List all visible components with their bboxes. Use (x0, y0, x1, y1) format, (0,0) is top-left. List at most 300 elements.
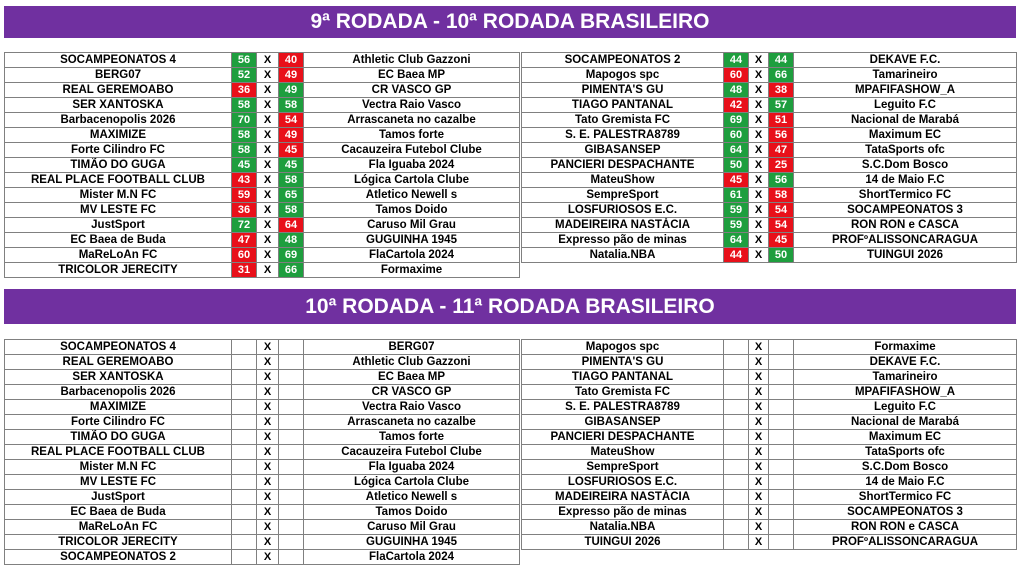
versus-mark: X (749, 415, 769, 430)
away-score: 25 (769, 158, 794, 173)
home-score: 36 (232, 83, 257, 98)
home-team: GIBASANSEP (522, 143, 724, 158)
home-score (232, 550, 257, 565)
home-team: MADEIREIRA NASTÁCIA (522, 218, 724, 233)
versus-mark: X (257, 233, 279, 248)
home-team: LOSFURIOSOS E.C. (522, 203, 724, 218)
home-score (724, 415, 749, 430)
away-score (769, 340, 794, 355)
away-team: Vectra Raio Vasco (304, 98, 520, 113)
home-score: 36 (232, 203, 257, 218)
home-team: LOSFURIOSOS E.C. (522, 475, 724, 490)
home-team: TRICOLOR JERECITY (5, 263, 232, 278)
away-team: Athletic Club Gazzoni (304, 53, 520, 68)
home-score: 64 (724, 233, 749, 248)
away-score: 58 (279, 98, 304, 113)
match-row (5, 340, 520, 355)
home-score: 43 (232, 173, 257, 188)
home-score: 59 (232, 188, 257, 203)
match-row (522, 430, 1017, 445)
away-score: 45 (279, 143, 304, 158)
home-team: MAXIMIZE (5, 128, 232, 143)
home-team: S. E. PALESTRA8789 (522, 400, 724, 415)
home-team: MADEIREIRA NASTÁCIA (522, 490, 724, 505)
away-score (769, 430, 794, 445)
match-row (522, 490, 1017, 505)
home-team: SOCAMPEONATOS 4 (5, 340, 232, 355)
away-team: Formaxime (304, 263, 520, 278)
match-row (522, 188, 1017, 203)
away-score (279, 400, 304, 415)
home-score (232, 505, 257, 520)
versus-mark: X (257, 370, 279, 385)
away-score: 38 (769, 83, 794, 98)
home-team: TUINGUI 2026 (522, 535, 724, 550)
match-row (522, 53, 1017, 68)
away-team: Athletic Club Gazzoni (304, 355, 520, 370)
match-row (522, 355, 1017, 370)
away-team: Cacauzeira Futebol Clube (304, 143, 520, 158)
home-score (232, 460, 257, 475)
away-score (769, 415, 794, 430)
home-team: SOCAMPEONATOS 2 (522, 53, 724, 68)
versus-mark: X (749, 218, 769, 233)
versus-mark: X (749, 173, 769, 188)
home-score (724, 460, 749, 475)
away-score (769, 385, 794, 400)
versus-mark: X (749, 355, 769, 370)
match-row (522, 218, 1017, 233)
versus-mark: X (749, 68, 769, 83)
away-score (279, 520, 304, 535)
home-team: Mister M.N FC (5, 188, 232, 203)
versus-mark: X (749, 430, 769, 445)
versus-mark: X (257, 263, 279, 278)
away-team: Fla Iguaba 2024 (304, 460, 520, 475)
away-score (279, 370, 304, 385)
away-score (279, 385, 304, 400)
home-team: Barbacenopolis 2026 (5, 385, 232, 400)
round-9-left-table (4, 52, 520, 278)
away-team: DEKAVE F.C. (794, 53, 1017, 68)
home-score (232, 415, 257, 430)
match-row (5, 520, 520, 535)
away-team: CR VASCO GP (304, 385, 520, 400)
away-team: ShortTermico FC (794, 188, 1017, 203)
home-team: SOCAMPEONATOS 4 (5, 53, 232, 68)
match-row (522, 98, 1017, 113)
away-score (769, 490, 794, 505)
home-score (724, 445, 749, 460)
away-score (769, 505, 794, 520)
versus-mark: X (257, 535, 279, 550)
home-team: Mapogos spc (522, 68, 724, 83)
away-team: Tamos forte (304, 128, 520, 143)
home-team: GIBASANSEP (522, 415, 724, 430)
away-team: Cacauzeira Futebol Clube (304, 445, 520, 460)
versus-mark: X (257, 188, 279, 203)
versus-mark: X (257, 385, 279, 400)
match-row (522, 475, 1017, 490)
versus-mark: X (257, 430, 279, 445)
match-row (5, 370, 520, 385)
round-9-right-table (521, 52, 1017, 263)
away-score (279, 505, 304, 520)
versus-mark: X (257, 218, 279, 233)
away-score (279, 490, 304, 505)
versus-mark: X (749, 128, 769, 143)
away-team: 14 de Maio F.C (794, 173, 1017, 188)
versus-mark: X (749, 203, 769, 218)
home-team: BERG07 (5, 68, 232, 83)
away-score (769, 370, 794, 385)
home-score: 44 (724, 53, 749, 68)
home-team: Natalia.NBA (522, 248, 724, 263)
versus-mark: X (257, 128, 279, 143)
away-team: Tamos Doido (304, 203, 520, 218)
away-team: DEKAVE F.C. (794, 355, 1017, 370)
versus-mark: X (749, 370, 769, 385)
home-score (724, 400, 749, 415)
versus-mark: X (749, 83, 769, 98)
versus-mark: X (257, 355, 279, 370)
home-score: 45 (724, 173, 749, 188)
home-score: 69 (724, 113, 749, 128)
home-score: 52 (232, 68, 257, 83)
home-team: MaReLoAn FC (5, 520, 232, 535)
away-score: 66 (769, 68, 794, 83)
away-score: 56 (769, 173, 794, 188)
away-score: 45 (769, 233, 794, 248)
home-score: 61 (724, 188, 749, 203)
home-score (232, 535, 257, 550)
match-row (5, 460, 520, 475)
versus-mark: X (749, 535, 769, 550)
away-score: 64 (279, 218, 304, 233)
away-score (769, 355, 794, 370)
away-team: MPAFIFASHOW_A (794, 83, 1017, 98)
home-team: JustSport (5, 218, 232, 233)
away-score: 54 (769, 218, 794, 233)
away-team: TataSports ofc (794, 143, 1017, 158)
away-team: GUGUINHA 1945 (304, 535, 520, 550)
match-row (522, 68, 1017, 83)
away-score: 40 (279, 53, 304, 68)
home-score (232, 370, 257, 385)
match-row (522, 173, 1017, 188)
match-row (522, 520, 1017, 535)
away-team: Nacional de Marabá (794, 113, 1017, 128)
away-team: MPAFIFASHOW_A (794, 385, 1017, 400)
round-9-title: 9ª RODADA - 10ª RODADA BRASILEIRO (4, 6, 1016, 38)
away-team: EC Baea MP (304, 370, 520, 385)
home-score (232, 340, 257, 355)
match-row (522, 340, 1017, 355)
home-team: Forte Cilindro FC (5, 143, 232, 158)
home-team: REAL GEREMOABO (5, 83, 232, 98)
away-team: S.C.Dom Bosco (794, 460, 1017, 475)
match-row (5, 248, 520, 263)
home-score (232, 430, 257, 445)
home-team: TIAGO PANTANAL (522, 98, 724, 113)
home-team: PIMENTA'S GU (522, 83, 724, 98)
away-team: Tamarineiro (794, 370, 1017, 385)
away-team: Tamarineiro (794, 68, 1017, 83)
versus-mark: X (257, 158, 279, 173)
home-team: SOCAMPEONATOS 2 (5, 550, 232, 565)
home-team: PANCIERI DESPACHANTE (522, 430, 724, 445)
home-team: TIMÃO DO GUGA (5, 430, 232, 445)
home-score: 44 (724, 248, 749, 263)
home-score (232, 490, 257, 505)
home-team: MV LESTE FC (5, 475, 232, 490)
match-row (522, 505, 1017, 520)
away-team: EC Baea MP (304, 68, 520, 83)
home-team: TIMÃO DO GUGA (5, 158, 232, 173)
away-team: Maximum EC (794, 430, 1017, 445)
away-score (279, 475, 304, 490)
away-team: PROFºALISSONCARAGUA (794, 233, 1017, 248)
match-row (5, 475, 520, 490)
match-row (5, 218, 520, 233)
away-team: Leguito F.C (794, 98, 1017, 113)
home-team: PANCIERI DESPACHANTE (522, 158, 724, 173)
home-score (232, 355, 257, 370)
match-row (522, 113, 1017, 128)
match-row (5, 490, 520, 505)
versus-mark: X (749, 505, 769, 520)
away-team: BERG07 (304, 340, 520, 355)
home-score: 31 (232, 263, 257, 278)
versus-mark: X (749, 113, 769, 128)
versus-mark: X (257, 203, 279, 218)
away-score (769, 520, 794, 535)
versus-mark: X (257, 98, 279, 113)
away-score: 49 (279, 83, 304, 98)
match-row (5, 263, 520, 278)
versus-mark: X (749, 460, 769, 475)
home-score (724, 490, 749, 505)
away-team: Lógica Cartola Clube (304, 475, 520, 490)
away-score: 56 (769, 128, 794, 143)
home-score: 50 (724, 158, 749, 173)
away-score: 45 (279, 158, 304, 173)
home-team: MV LESTE FC (5, 203, 232, 218)
away-score (279, 445, 304, 460)
match-row (522, 535, 1017, 550)
versus-mark: X (257, 248, 279, 263)
away-team: Atletico Newell s (304, 188, 520, 203)
match-row (5, 143, 520, 158)
home-team: Tato Gremista FC (522, 385, 724, 400)
versus-mark: X (749, 475, 769, 490)
versus-mark: X (257, 340, 279, 355)
versus-mark: X (749, 158, 769, 173)
away-team: S.C.Dom Bosco (794, 158, 1017, 173)
match-row (5, 505, 520, 520)
match-row (5, 400, 520, 415)
home-team: MaReLoAn FC (5, 248, 232, 263)
match-row (5, 415, 520, 430)
match-row (522, 370, 1017, 385)
away-score (769, 460, 794, 475)
home-team: MateuShow (522, 445, 724, 460)
home-team: S. E. PALESTRA8789 (522, 128, 724, 143)
home-team: SempreSport (522, 460, 724, 475)
versus-mark: X (257, 415, 279, 430)
round-10-title: 10ª RODADA - 11ª RODADA BRASILEIRO (4, 289, 1016, 324)
away-team: RON RON e CASCA (794, 520, 1017, 535)
home-score (232, 475, 257, 490)
home-score (724, 535, 749, 550)
away-score: 65 (279, 188, 304, 203)
away-score (769, 400, 794, 415)
home-score (724, 430, 749, 445)
away-team: FlaCartola 2024 (304, 248, 520, 263)
versus-mark: X (257, 53, 279, 68)
away-score (279, 550, 304, 565)
match-row (522, 460, 1017, 475)
away-team: Tamos Doido (304, 505, 520, 520)
away-team: Leguito F.C (794, 400, 1017, 415)
home-team: REAL PLACE FOOTBALL CLUB (5, 445, 232, 460)
home-team: Forte Cilindro FC (5, 415, 232, 430)
versus-mark: X (257, 68, 279, 83)
home-score (724, 340, 749, 355)
round-10-right-table (521, 339, 1017, 550)
away-team: SOCAMPEONATOS 3 (794, 203, 1017, 218)
match-row (5, 355, 520, 370)
match-row (5, 83, 520, 98)
away-score: 47 (769, 143, 794, 158)
home-team: Barbacenopolis 2026 (5, 113, 232, 128)
home-score: 60 (724, 68, 749, 83)
match-row (522, 128, 1017, 143)
versus-mark: X (257, 520, 279, 535)
home-team: REAL PLACE FOOTBALL CLUB (5, 173, 232, 188)
away-team: Caruso Mil Grau (304, 520, 520, 535)
home-score: 42 (724, 98, 749, 113)
home-score: 72 (232, 218, 257, 233)
away-score: 48 (279, 233, 304, 248)
home-score (724, 385, 749, 400)
home-score: 58 (232, 98, 257, 113)
match-row (522, 143, 1017, 158)
versus-mark: X (749, 520, 769, 535)
home-team: EC Baea de Buda (5, 505, 232, 520)
match-row (5, 158, 520, 173)
versus-mark: X (257, 445, 279, 460)
away-team: Fla Iguaba 2024 (304, 158, 520, 173)
match-row (522, 415, 1017, 430)
home-score: 58 (232, 143, 257, 158)
away-score (279, 415, 304, 430)
versus-mark: X (749, 143, 769, 158)
match-row (522, 248, 1017, 263)
home-team: TRICOLOR JERECITY (5, 535, 232, 550)
home-team: Expresso pão de minas (522, 233, 724, 248)
match-row (5, 385, 520, 400)
home-score: 45 (232, 158, 257, 173)
away-score: 58 (769, 188, 794, 203)
match-row (522, 233, 1017, 248)
versus-mark: X (749, 400, 769, 415)
home-team: REAL GEREMOABO (5, 355, 232, 370)
away-score (279, 355, 304, 370)
match-row (5, 173, 520, 188)
match-row (5, 535, 520, 550)
round-10-left-table (4, 339, 520, 565)
away-team: Nacional de Marabá (794, 415, 1017, 430)
versus-mark: X (257, 550, 279, 565)
versus-mark: X (257, 113, 279, 128)
away-team: SOCAMPEONATOS 3 (794, 505, 1017, 520)
home-score (724, 370, 749, 385)
away-score: 44 (769, 53, 794, 68)
away-score: 49 (279, 68, 304, 83)
home-score: 60 (724, 128, 749, 143)
away-team: RON RON e CASCA (794, 218, 1017, 233)
home-score: 58 (232, 128, 257, 143)
home-score (724, 520, 749, 535)
away-team: Caruso Mil Grau (304, 218, 520, 233)
home-score (724, 475, 749, 490)
away-score (769, 445, 794, 460)
home-team: TIAGO PANTANAL (522, 370, 724, 385)
home-score: 70 (232, 113, 257, 128)
match-row (522, 203, 1017, 218)
away-score (279, 460, 304, 475)
away-team: Vectra Raio Vasco (304, 400, 520, 415)
versus-mark: X (749, 340, 769, 355)
away-team: ShortTermico FC (794, 490, 1017, 505)
away-team: Arrascaneta no cazalbe (304, 415, 520, 430)
away-team: TUINGUI 2026 (794, 248, 1017, 263)
away-score: 66 (279, 263, 304, 278)
away-score: 54 (769, 203, 794, 218)
match-row (5, 53, 520, 68)
match-row (522, 385, 1017, 400)
home-team: Expresso pão de minas (522, 505, 724, 520)
away-score: 69 (279, 248, 304, 263)
away-score: 58 (279, 173, 304, 188)
versus-mark: X (749, 53, 769, 68)
away-team: Lógica Cartola Clube (304, 173, 520, 188)
home-score: 56 (232, 53, 257, 68)
home-team: Tato Gremista FC (522, 113, 724, 128)
versus-mark: X (749, 490, 769, 505)
match-row (522, 83, 1017, 98)
away-score (279, 535, 304, 550)
versus-mark: X (257, 475, 279, 490)
home-score: 59 (724, 218, 749, 233)
away-team: Maximum EC (794, 128, 1017, 143)
home-team: SempreSport (522, 188, 724, 203)
home-team: Mapogos spc (522, 340, 724, 355)
match-row (5, 233, 520, 248)
versus-mark: X (749, 98, 769, 113)
away-team: Tamos forte (304, 430, 520, 445)
match-row (522, 445, 1017, 460)
home-score (724, 505, 749, 520)
away-score: 54 (279, 113, 304, 128)
versus-mark: X (257, 505, 279, 520)
away-team: Atletico Newell s (304, 490, 520, 505)
versus-mark: X (749, 385, 769, 400)
home-score (232, 520, 257, 535)
away-score: 58 (279, 203, 304, 218)
away-team: FlaCartola 2024 (304, 550, 520, 565)
